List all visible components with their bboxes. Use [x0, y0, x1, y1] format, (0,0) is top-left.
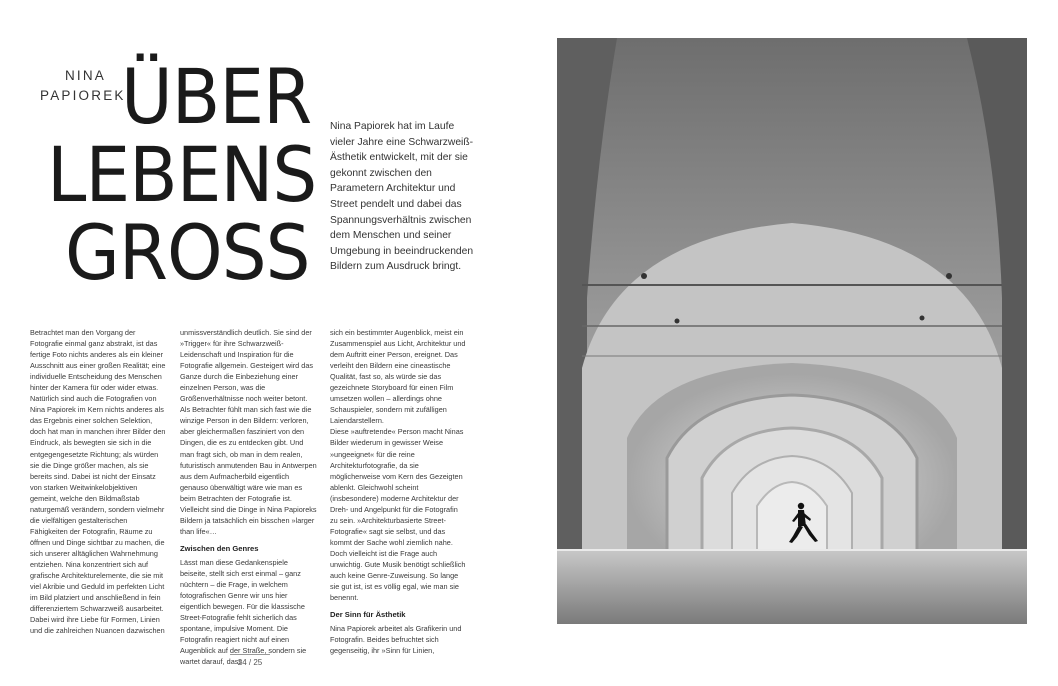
article-title	[47, 52, 317, 297]
body-paragraph: sich ein bestimmter Augenblick, meist ein Zusammenspiel aus Licht, Architektur und dem Auftritt einer Person, ereignet. Das verleiht den Bildern eine cineastische Qualität, fast so, als würde sie das gezeichnete Storyboard für einen Film umsetzen wollen – allerdings ohne Schauspieler, sondern mit zufälligen Laiendarstellern.	[330, 328, 466, 426]
author-first-name: NINA	[64, 68, 106, 83]
body-paragraph: Betrachtet man den Vorgang der Fotografie einmal ganz abstrakt, ist das fertige Foto nichts anderes als ein kleiner Ausschnitt aus einer großen Realität; eine individuelle Entscheidung des Menschen hinter der Kamera für oder wider etwas. Natürlich sind auch die Fotografien von Nina Papiorek im Kern nichts anderes als das Ergebnis einer solchen Selektion, doch hat man in manchen ihrer Bilder den Eindruck, als bewegten sie sich in die entgegengesetzte Richtung; als würden sie die Dinge größer machen, als sie bereits sind. Dabei ist nicht der Einsatz von starken Weitwinkelobjektiven gemeint, welche den Bildmaßstab naturgemäß verändern, sondern vielmehr die vielfältigen gestalterischen Fähigkeiten der Fotografin, Räume zu öffnen und Dinge sichtbar zu machen, die sich unserer alltäglichen Wahrnehmung entziehen. Nina konzentriert sich auf grafische Architekturelemente, die sie mit viel Akribie und Geduld im perfekten Licht im Bild platziert und anschließend in fein differenziertem Schwarzweiß ausarbeitet. Dabei wird ihre Liebe für Formen, Linien und die zahlreichen Nuancen dazwischen	[30, 328, 166, 636]
title-line-1: ÜBER	[121, 52, 312, 141]
body-paragraph: Lässt man diese Gedankenspiele beiseite, stellt sich erst einmal – ganz nüchtern – die Frage, in welchem fotografischen Genre wir uns hier eigentlich bewegen. Für die klassische Street-Fotografie fehlt sicherlich das spontane, impulsive Moment. Die Fotografin reagiert nicht auf einen Augenblick auf der Straße, sondern sie wartet darauf, dass	[180, 557, 307, 667]
body-paragraph: Nina Papiorek arbeitet als Grafikerin und Fotografin. Beides befruchtet sich gegenseitig, ihr »Sinn für Linien,	[330, 624, 462, 656]
author-last-name: PAPIOREK	[40, 88, 126, 103]
title-line-2: LEBENS	[47, 130, 317, 219]
subheading: Zwischen den Genres	[180, 543, 259, 553]
lead-paragraph: Nina Papiorek hat im Laufe vieler Jahre eine Schwarzweiß-Ästhetik entwickelt, mit der sie gekonnt zwischen den Parametern Architektur und Street pendelt und dabei das Spannungsverhältnis zwischen dem Menschen und seiner Umgebung in beeindruckenden Bildern zum Ausdruck bringt.	[330, 121, 474, 273]
body-paragraph: unmissverständlich deutlich. Sie sind der »Trigger« für ihre Schwarzweiß-Leidenschaft und Inspiration für die Fotografie allgemein. Gesteigert wird das Ganze durch die Einbeziehung einer einzelnen Person, was die Größenverhältnisse noch weiter betont. Als Betrachter fühlt man sich fast wie die winzige Person in den Bildern: verloren, aber gleichermaßen fasziniert von den Dingen, die es zu entdecken gibt. Und man fragt sich, ob man in dem realen, futuristisch anmutenden Bau in Antwerpen aus dem Aufmacherbild eigentlich genauso überwältigt wäre wie man es beim Betrachten der Fotografie ist. Vielleicht sind die Dinge in Nina Papioreks Bildern ja tatsächlich ein bisschen »larger than life«…	[180, 328, 317, 536]
text-column-3	[330, 327, 467, 656]
text-column-2	[180, 327, 317, 667]
page-number: 24 / 25	[230, 654, 270, 667]
feature-photo	[557, 38, 1027, 624]
architecture-photo-illustration	[557, 38, 1027, 624]
body-paragraph: Diese »auftretende« Person macht Ninas Bilder wiederum in gewisser Weise »ungeeignet« für die reine Architekturfotografie, da sie möglicherweise vom Kern des Gezeigten ablenkt. Gleichwohl scheint (insbesondere) moderne Architektur der Dreh- und Angelpunkt für die Fotografin zu sein. »Architekturbasierte Street-Fotografie« sagt sie selbst, und das kommt der Sache wohl ziemlich nahe. Doch vielleicht ist die Frage auch unwichtig. Gute Musik benötigt schließlich auch keine Genre-Zuweisung. So lange sie gut ist, ist es völlig egal, wie man sie benennt.	[330, 427, 466, 603]
subheading: Der Sinn für Ästhetik	[330, 610, 406, 620]
title-line-3: GROSS	[65, 208, 310, 297]
text-column-1	[30, 327, 167, 636]
